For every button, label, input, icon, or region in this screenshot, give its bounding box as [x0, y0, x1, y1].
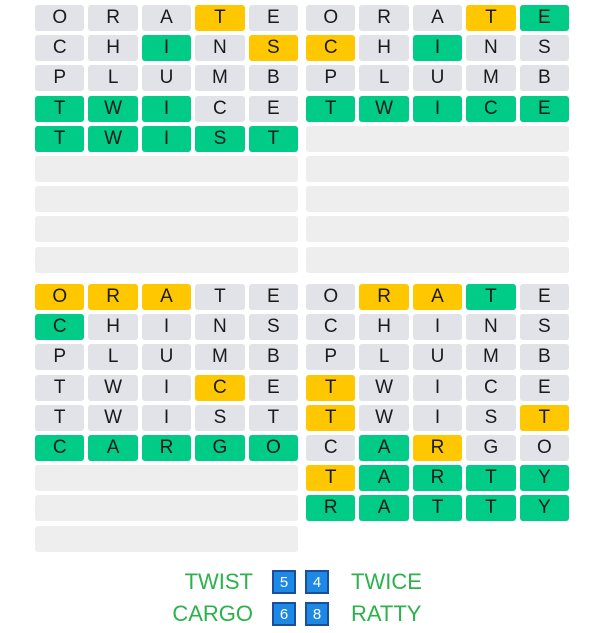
letter-tile: C — [466, 375, 515, 401]
letter-tile-correct: I — [142, 126, 191, 152]
guess-row — [35, 375, 298, 401]
letter-tile-present: C — [195, 375, 244, 401]
letter-tile-correct: T — [466, 284, 515, 310]
letter-tile-present: A — [413, 284, 462, 310]
letter-tile: U — [413, 344, 462, 370]
letter-tile: P — [35, 65, 84, 91]
letter-tile: O — [520, 435, 569, 461]
guess-row — [35, 405, 298, 431]
empty-row — [306, 126, 569, 152]
letter-tile: L — [359, 344, 408, 370]
letter-tile: H — [359, 314, 408, 340]
letter-tile-correct: Y — [520, 465, 569, 491]
guess-row — [306, 375, 569, 401]
empty-row — [35, 186, 298, 212]
letter-tile-present: C — [306, 35, 355, 61]
letter-tile-correct: R — [142, 435, 191, 461]
board-bottom-left — [35, 284, 298, 556]
letter-tile: U — [413, 65, 462, 91]
letter-tile: A — [413, 5, 462, 31]
guess-row — [35, 435, 298, 461]
empty-row — [306, 186, 569, 212]
empty-row-fill — [306, 156, 569, 182]
letter-tile: I — [142, 375, 191, 401]
letter-tile: G — [466, 435, 515, 461]
letter-tile: I — [413, 375, 462, 401]
letter-tile-correct: C — [466, 96, 515, 122]
letter-tile: P — [306, 344, 355, 370]
solved-word: CARGO — [172, 601, 253, 626]
guess-row — [306, 465, 569, 491]
letter-tile: W — [359, 375, 408, 401]
letter-tile: P — [35, 344, 84, 370]
guess-row — [306, 344, 569, 370]
letter-tile-correct: E — [520, 96, 569, 122]
letter-tile: B — [249, 65, 298, 91]
letter-tile: W — [359, 405, 408, 431]
empty-row — [35, 156, 298, 182]
letter-tile-present: T — [466, 5, 515, 31]
letter-tile: S — [520, 314, 569, 340]
letter-tile: H — [88, 35, 137, 61]
letter-tile: I — [413, 405, 462, 431]
board-top-left — [35, 5, 298, 277]
letter-tile: C — [306, 435, 355, 461]
letter-tile-correct: W — [359, 96, 408, 122]
guess-count-badge: 4 — [305, 570, 329, 594]
letter-tile: S — [249, 314, 298, 340]
letter-tile: B — [249, 344, 298, 370]
letter-tile: C — [195, 96, 244, 122]
letter-tile: S — [520, 35, 569, 61]
letter-tile: C — [35, 35, 84, 61]
letter-tile: P — [306, 65, 355, 91]
empty-row-fill — [306, 126, 569, 152]
letter-tile-correct: A — [359, 435, 408, 461]
empty-row — [35, 216, 298, 242]
guess-count-badge: 6 — [272, 602, 296, 626]
letter-tile-correct: T — [413, 495, 462, 521]
letter-tile-correct: I — [413, 35, 462, 61]
letter-tile: B — [520, 344, 569, 370]
guess-row — [35, 96, 298, 122]
letter-tile: N — [466, 35, 515, 61]
letter-tile-present: O — [35, 284, 84, 310]
letter-tile-present: A — [142, 284, 191, 310]
guess-row — [306, 284, 569, 310]
letter-tile-correct: I — [413, 96, 462, 122]
letter-tile-present: T — [306, 465, 355, 491]
solved-word: TWICE — [351, 569, 422, 594]
letter-tile: N — [195, 35, 244, 61]
empty-row — [306, 247, 569, 273]
letter-tile-correct: S — [195, 126, 244, 152]
letter-tile-correct: C — [35, 435, 84, 461]
guess-row — [35, 5, 298, 31]
letter-tile: O — [306, 284, 355, 310]
empty-row-fill — [35, 216, 298, 242]
guess-row — [306, 435, 569, 461]
solved-word: TWIST — [184, 569, 253, 594]
letter-tile-present: R — [88, 284, 137, 310]
letter-tile: S — [195, 405, 244, 431]
letter-tile: M — [195, 65, 244, 91]
letter-tile: T — [35, 405, 84, 431]
letter-tile-correct: W — [88, 126, 137, 152]
empty-row — [35, 495, 298, 521]
letter-tile: I — [413, 314, 462, 340]
guess-row — [306, 405, 569, 431]
letter-tile-correct: T — [466, 465, 515, 491]
letter-tile: N — [466, 314, 515, 340]
guess-row — [35, 35, 298, 61]
letter-tile-correct: E — [520, 5, 569, 31]
summary-row — [0, 568, 609, 596]
letter-tile-correct: Y — [520, 495, 569, 521]
empty-row — [35, 465, 298, 491]
letter-tile-correct: A — [359, 465, 408, 491]
letter-tile: L — [88, 344, 137, 370]
letter-tile: E — [249, 5, 298, 31]
letter-tile: I — [142, 405, 191, 431]
empty-row-fill — [306, 247, 569, 273]
letter-tile-correct: G — [195, 435, 244, 461]
letter-tile-correct: I — [142, 35, 191, 61]
letter-tile: T — [249, 405, 298, 431]
letter-tile: H — [88, 314, 137, 340]
empty-row — [306, 216, 569, 242]
letter-tile-correct: T — [35, 126, 84, 152]
results-summary — [0, 566, 609, 628]
empty-row-fill — [35, 526, 298, 552]
letter-tile: I — [142, 314, 191, 340]
empty-row-fill — [35, 247, 298, 273]
letter-tile-present: T — [306, 375, 355, 401]
empty-row-fill — [35, 465, 298, 491]
empty-row-fill — [35, 156, 298, 182]
empty-row-fill — [306, 186, 569, 212]
letter-tile-correct: R — [413, 465, 462, 491]
letter-tile-present: T — [520, 405, 569, 431]
letter-tile: T — [195, 284, 244, 310]
guess-row — [306, 314, 569, 340]
letter-tile: R — [359, 5, 408, 31]
guess-row — [306, 65, 569, 91]
guess-row — [35, 65, 298, 91]
letter-tile: A — [142, 5, 191, 31]
letter-tile-correct: A — [359, 495, 408, 521]
letter-tile: H — [359, 35, 408, 61]
summary-row — [0, 600, 609, 628]
guess-row — [35, 344, 298, 370]
letter-tile: O — [306, 5, 355, 31]
empty-row-fill — [306, 216, 569, 242]
letter-tile: L — [359, 65, 408, 91]
letter-tile: E — [520, 375, 569, 401]
letter-tile: L — [88, 65, 137, 91]
letter-tile: B — [520, 65, 569, 91]
guess-row — [306, 5, 569, 31]
empty-row-fill — [35, 495, 298, 521]
letter-tile: M — [466, 344, 515, 370]
letter-tile: N — [195, 314, 244, 340]
guess-row — [35, 314, 298, 340]
letter-tile-correct: O — [249, 435, 298, 461]
letter-tile-correct: R — [306, 495, 355, 521]
letter-tile-present: T — [306, 405, 355, 431]
letter-tile: E — [249, 284, 298, 310]
letter-tile-correct: T — [306, 96, 355, 122]
letter-tile-correct: T — [35, 96, 84, 122]
guess-row — [306, 495, 569, 521]
guess-row — [35, 126, 298, 152]
letter-tile: U — [142, 65, 191, 91]
empty-row — [35, 526, 298, 552]
letter-tile: E — [520, 284, 569, 310]
letter-tile: W — [88, 405, 137, 431]
letter-tile: E — [249, 375, 298, 401]
letter-tile: M — [195, 344, 244, 370]
guess-count-badge: 8 — [305, 602, 329, 626]
letter-tile-present: R — [359, 284, 408, 310]
empty-row-fill — [35, 186, 298, 212]
letter-tile-present: R — [413, 435, 462, 461]
letter-tile-correct: W — [88, 96, 137, 122]
solved-word: RATTY — [351, 601, 422, 626]
guess-count-badge: 5 — [272, 570, 296, 594]
letter-tile: M — [466, 65, 515, 91]
letter-tile: O — [35, 5, 84, 31]
letter-tile: S — [466, 405, 515, 431]
letter-tile: U — [142, 344, 191, 370]
letter-tile: T — [35, 375, 84, 401]
letter-tile: E — [249, 96, 298, 122]
letter-tile: R — [88, 5, 137, 31]
letter-tile-correct: T — [466, 495, 515, 521]
letter-tile-correct: C — [35, 314, 84, 340]
letter-tile-present: T — [195, 5, 244, 31]
letter-tile-present: S — [249, 35, 298, 61]
letter-tile-correct: I — [142, 96, 191, 122]
guess-row — [306, 35, 569, 61]
board-top-right — [306, 5, 569, 277]
letter-tile-correct: T — [249, 126, 298, 152]
guess-row — [35, 284, 298, 310]
letter-tile: W — [88, 375, 137, 401]
letter-tile-correct: A — [88, 435, 137, 461]
board-bottom-right — [306, 284, 569, 526]
empty-row — [306, 156, 569, 182]
guess-row — [306, 96, 569, 122]
letter-tile: C — [306, 314, 355, 340]
empty-row — [35, 247, 298, 273]
